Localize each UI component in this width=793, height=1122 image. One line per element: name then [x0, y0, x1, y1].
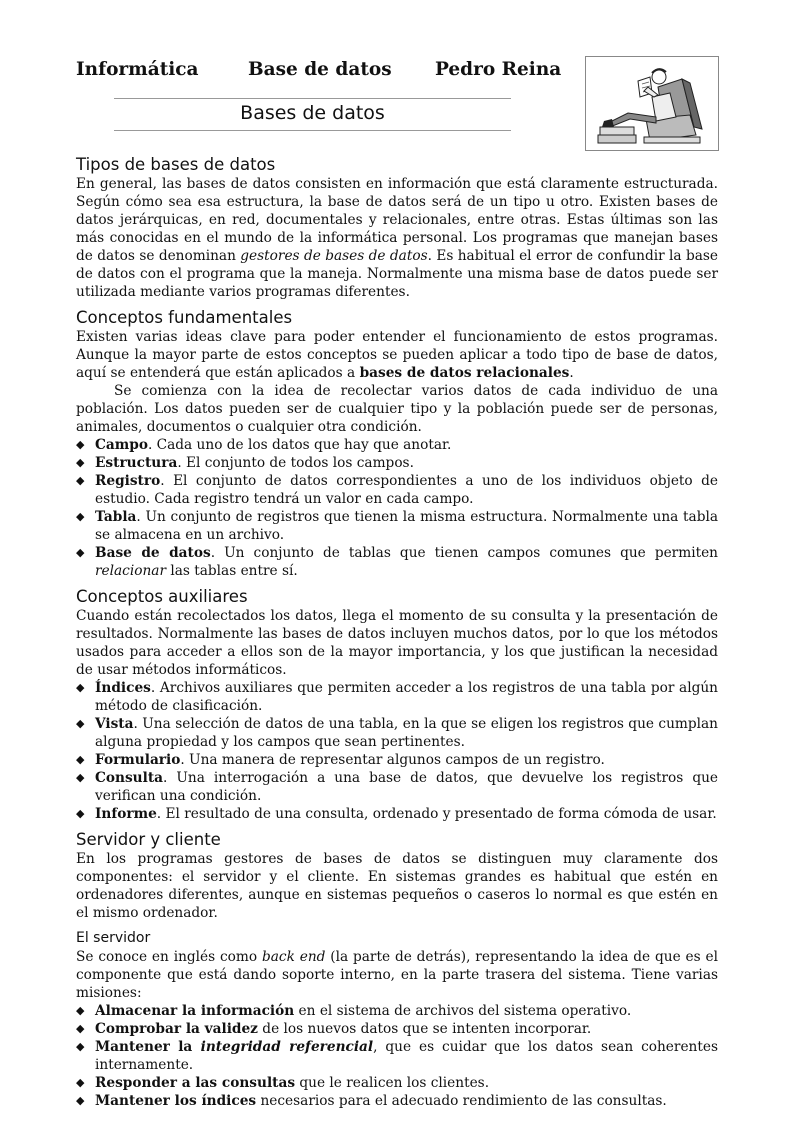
section-tipos [76, 154, 718, 301]
list-item: ◆ Registro. El conjunto de datos correspondientes a uno de los individuos objeto de estudio. Cada registro tendrá un valor en cada campo. [76, 473, 718, 507]
section-heading: Conceptos auxiliares [76, 587, 248, 606]
section-auxiliares [76, 586, 718, 823]
diamond-bullet-icon: ◆ [76, 474, 85, 487]
server-duties-list [76, 1002, 718, 1110]
paragraph: Existen varias ideas clave para poder entender el funcionamiento de estos programas. Aunque la mayor parte de estos conceptos se pueden aplicar a todo tipo de base de datos, aquí se entenderá que están aplicados a bases de datos relacionales. [76, 329, 718, 381]
section-heading: Tipos de bases de datos [76, 155, 276, 174]
list-item: ◆ Responder a las consultas que le realicen los clientes. [76, 1075, 490, 1091]
subsection-servidor [76, 928, 718, 1110]
paragraph: Se comienza con la idea de recolectar varios datos de cada individuo de una población. Los datos pueden ser de cualquier tipo y la población puede ser de personas, animales, documentos o cualquier otra condición. [76, 383, 718, 435]
document-page [76, 56, 718, 1110]
list-item: ◆ Almacenar la información en el sistema de archivos del sistema operativo. [76, 1003, 632, 1019]
list-item: ◆ Comprobar la validez de los nuevos datos que se intenten incorporar. [76, 1021, 592, 1037]
header-topic: Base de datos [248, 59, 392, 80]
section-fundamentales [76, 307, 718, 580]
list-item: ◆ Índices. Archivos auxiliares que permiten acceder a los registros de una tabla por algún método de clasificación. [76, 680, 718, 714]
diamond-bullet-icon: ◆ [76, 1004, 85, 1017]
paragraph: Se conoce en inglés como back end (la parte de detrás), representando la idea de que es el componente que está dando soporte interno, en la parte trasera del sistema. Tiene varias misiones: [76, 949, 718, 1001]
section-heading: Servidor y cliente [76, 830, 221, 849]
section-heading: Conceptos fundamentales [76, 308, 293, 327]
list-item: ◆ Campo. Cada uno de los datos que hay que anotar. [76, 437, 452, 453]
diamond-bullet-icon: ◆ [76, 510, 85, 523]
diamond-bullet-icon: ◆ [76, 1094, 85, 1107]
auxiliary-list [76, 679, 718, 823]
paragraph: En general, las bases de datos consisten en información que está claramente estructurada. Según cómo sea esa estructura, la base de datos será de un tipo u otro. Existen bases de datos jerárquicas, en red, documentales y relacionales, entre otras. Estas últimas son las más conocidas en el mundo de la informática personal. Los programas que manejan bases de datos se denominan gestores de bases de datos. Es habitual el error de confundir la base de datos con el programa que la maneja. Normalmente una misma base de datos puede ser utilizada mediante varios programas diferentes. [76, 176, 718, 300]
list-item: ◆ Formulario. Una manera de representar algunos campos de un registro. [76, 752, 605, 768]
diamond-bullet-icon: ◆ [76, 717, 85, 730]
title-rule-top [114, 98, 511, 99]
list-item: ◆ Consulta. Una interrogación a una base de datos, que devuelve los registros que verifican una condición. [76, 770, 718, 804]
list-item: ◆ Vista. Una selección de datos de una tabla, en la que se eligen los registros que cumplan alguna propiedad y los campos que sean pertinentes. [76, 716, 718, 750]
list-item: ◆ Tabla. Un conjunto de registros que tienen la misma estructura. Normalmente una tabla se almacena en un archivo. [76, 509, 718, 543]
diamond-bullet-icon: ◆ [76, 681, 85, 694]
header-author: Pedro Reina [435, 59, 562, 80]
diamond-bullet-icon: ◆ [76, 1076, 85, 1089]
diamond-bullet-icon: ◆ [76, 546, 85, 559]
diamond-bullet-icon: ◆ [76, 1040, 85, 1053]
paragraph: En los programas gestores de bases de datos se distinguen muy claramente dos componentes: el servidor y el cliente. En sistemas grandes es habitual que estén en ordenadores diferentes, aunque en sistemas pequeños o caseros lo normal es que estén en el mismo ordenador. [76, 851, 718, 921]
diamond-bullet-icon: ◆ [76, 807, 85, 820]
subsection-heading: El servidor [76, 930, 151, 946]
reading-man-illustration [585, 56, 719, 151]
list-item: ◆ Mantener la integridad referencial, que es cuidar que los datos sean coherentes internamente. [76, 1039, 718, 1073]
page-title: Bases de datos [240, 102, 385, 124]
page-header [76, 56, 718, 154]
header-subject: Informática [76, 59, 199, 80]
paragraph: Cuando están recolectados los datos, llega el momento de su consulta y la presentación de resultados. Normalmente las bases de datos incluyen muchos datos, por lo que los métodos usados para acceder a ellos son de la mayor importancia, y los que justifican la necesidad de usar métodos informáticos. [76, 608, 718, 678]
diamond-bullet-icon: ◆ [76, 1022, 85, 1035]
list-item: ◆ Estructura. El conjunto de todos los campos. [76, 455, 414, 471]
diamond-bullet-icon: ◆ [76, 456, 85, 469]
diamond-bullet-icon: ◆ [76, 753, 85, 766]
list-item: ◆ Mantener los índices necesarios para el adecuado rendimiento de las consultas. [76, 1093, 667, 1109]
diamond-bullet-icon: ◆ [76, 771, 85, 784]
list-item: ◆ Informe. El resultado de una consulta, ordenado y presentado de forma cómoda de usar. [76, 806, 717, 822]
title-rule-bottom [114, 130, 511, 131]
diamond-bullet-icon: ◆ [76, 438, 85, 451]
list-item: ◆ Base de datos. Un conjunto de tablas que tienen campos comunes que permiten relacionar las tablas entre sí. [76, 545, 718, 579]
concept-list [76, 436, 718, 580]
section-servidor-cliente [76, 829, 718, 922]
